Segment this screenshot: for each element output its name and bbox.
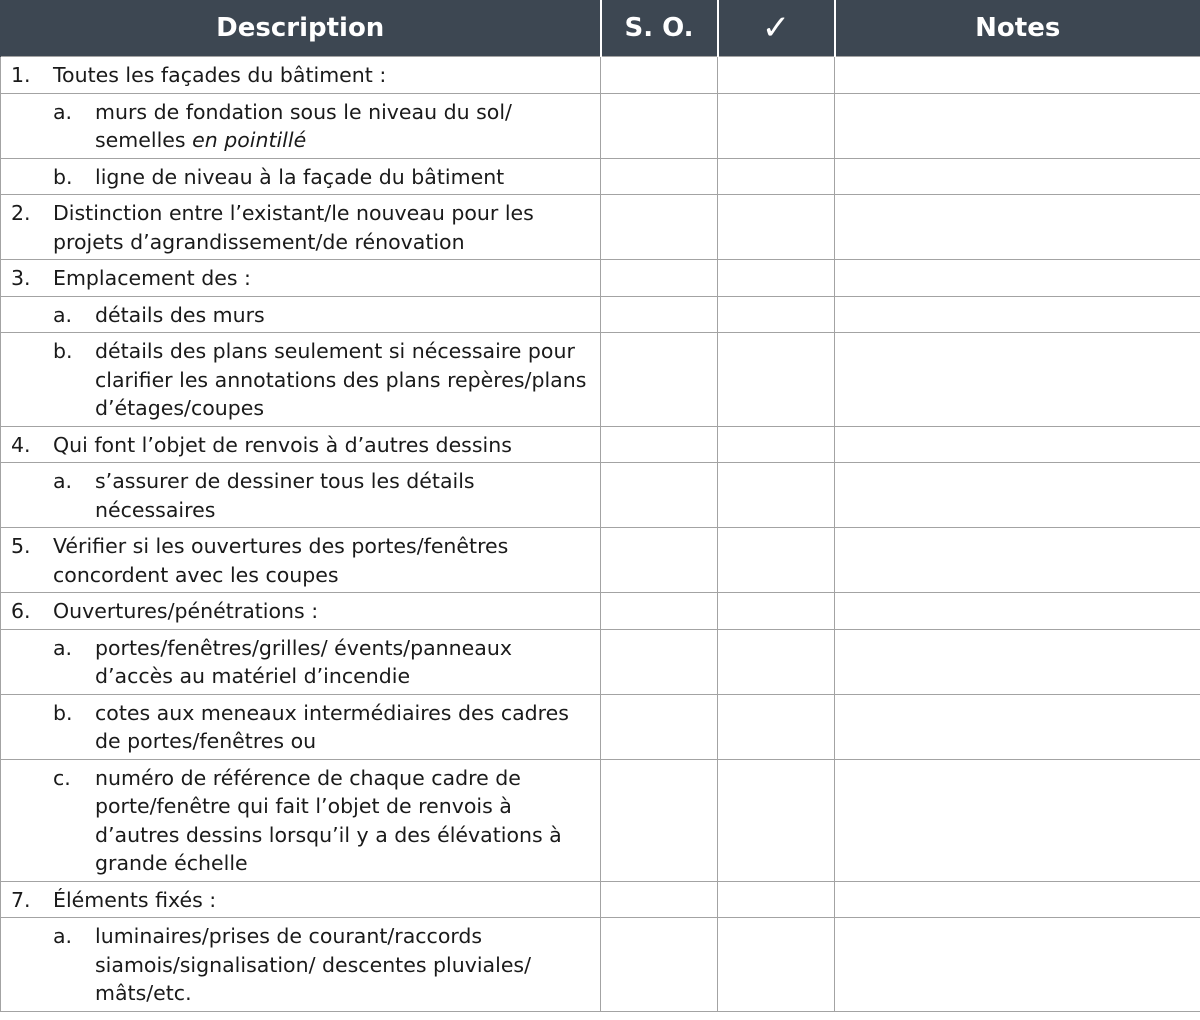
check-cell[interactable] xyxy=(718,57,835,94)
description-cell xyxy=(1,296,601,333)
check-cell[interactable] xyxy=(718,694,835,759)
table-row xyxy=(1,260,1200,297)
check-cell[interactable] xyxy=(718,260,835,297)
table-row xyxy=(1,759,1200,881)
description-cell xyxy=(1,694,601,759)
check-cell[interactable] xyxy=(718,333,835,427)
description-cell xyxy=(1,158,601,195)
check-cell[interactable] xyxy=(718,296,835,333)
table-row xyxy=(1,528,1200,593)
notes-cell[interactable] xyxy=(835,918,1200,1012)
check-cell[interactable] xyxy=(718,93,835,158)
item-text: Qui font l’objet de renvois à d’autres dessins xyxy=(53,432,512,457)
description-cell xyxy=(1,759,601,881)
table-row xyxy=(1,629,1200,694)
notes-cell[interactable] xyxy=(835,57,1200,94)
so-cell[interactable] xyxy=(601,426,718,463)
check-cell[interactable] xyxy=(718,593,835,630)
check-cell[interactable] xyxy=(718,463,835,528)
so-cell[interactable] xyxy=(601,759,718,881)
table-row xyxy=(1,195,1200,260)
description-cell xyxy=(1,57,601,94)
description-cell xyxy=(1,93,601,158)
notes-cell[interactable] xyxy=(835,158,1200,195)
header-notes: Notes xyxy=(835,0,1200,57)
item-letter: a. xyxy=(53,635,73,660)
notes-cell[interactable] xyxy=(835,195,1200,260)
item-text-regular: murs de fondation sous le niveau du sol/ semelles xyxy=(95,99,512,152)
description-cell xyxy=(1,881,601,918)
item-letter: a. xyxy=(53,302,73,327)
header-so: S. O. xyxy=(601,0,718,57)
item-text: s’assurer de dessiner tous les détails nécessaires xyxy=(95,469,475,522)
item-text xyxy=(95,98,590,155)
so-cell[interactable] xyxy=(601,195,718,260)
table-row xyxy=(1,158,1200,195)
so-cell[interactable] xyxy=(601,57,718,94)
table-row xyxy=(1,426,1200,463)
table-row xyxy=(1,93,1200,158)
check-cell[interactable] xyxy=(718,195,835,260)
notes-cell[interactable] xyxy=(835,260,1200,297)
notes-cell[interactable] xyxy=(835,93,1200,158)
item-letter: b. xyxy=(53,700,73,725)
check-cell[interactable] xyxy=(718,158,835,195)
check-cell[interactable] xyxy=(718,528,835,593)
table-row xyxy=(1,593,1200,630)
so-cell[interactable] xyxy=(601,629,718,694)
so-cell[interactable] xyxy=(601,93,718,158)
item-text: Vérifier si les ouvertures des portes/fenêtres concordent avec les coupes xyxy=(53,534,509,587)
so-cell[interactable] xyxy=(601,463,718,528)
item-text: Éléments fixés : xyxy=(53,887,217,912)
item-letter: a. xyxy=(53,924,73,948)
table-row xyxy=(1,918,1200,1012)
so-cell[interactable] xyxy=(601,528,718,593)
notes-cell[interactable] xyxy=(835,296,1200,333)
item-letter: b. xyxy=(53,164,73,189)
check-cell[interactable] xyxy=(718,881,835,918)
item-text: détails des murs xyxy=(95,302,265,327)
notes-cell[interactable] xyxy=(835,528,1200,593)
check-cell[interactable] xyxy=(718,629,835,694)
check-cell[interactable] xyxy=(718,918,835,1012)
table-row xyxy=(1,333,1200,427)
table-row xyxy=(1,881,1200,918)
checkmark-icon: ✓ xyxy=(761,7,791,48)
item-letter: b. xyxy=(53,339,73,363)
item-text: Ouvertures/pénétrations : xyxy=(53,599,319,623)
item-text: détails des plans seulement si nécessaire pour clarifier les annotations des plans repères/plans d’étages/coupes xyxy=(95,339,587,420)
item-text: cotes aux meneaux intermédiaires des cadres de portes/fenêtres ou xyxy=(95,700,569,753)
item-number: 1. xyxy=(11,63,31,87)
table-row xyxy=(1,463,1200,528)
description-cell xyxy=(1,629,601,694)
item-number: 5. xyxy=(11,534,31,558)
check-cell[interactable] xyxy=(718,426,835,463)
item-number: 7. xyxy=(11,887,31,912)
notes-cell[interactable] xyxy=(835,333,1200,427)
so-cell[interactable] xyxy=(601,918,718,1012)
description-cell xyxy=(1,260,601,297)
item-text: Toutes les façades du bâtiment : xyxy=(53,63,387,87)
header-row xyxy=(1,0,1200,57)
description-cell xyxy=(1,918,601,1012)
so-cell[interactable] xyxy=(601,333,718,427)
item-number: 3. xyxy=(11,266,31,290)
so-cell[interactable] xyxy=(601,881,718,918)
item-number: 4. xyxy=(11,432,31,457)
table-row xyxy=(1,296,1200,333)
description-cell xyxy=(1,195,601,260)
check-cell[interactable] xyxy=(718,759,835,881)
table-row xyxy=(1,694,1200,759)
description-cell xyxy=(1,333,601,427)
item-text: Emplacement des : xyxy=(53,266,251,290)
table-row xyxy=(1,57,1200,94)
so-cell[interactable] xyxy=(601,694,718,759)
header-check xyxy=(718,0,835,57)
notes-cell[interactable] xyxy=(835,881,1200,918)
header-description: Description xyxy=(1,0,601,57)
item-text: numéro de référence de chaque cadre de porte/fenêtre qui fait l’objet de renvois à d’autres dessins lorsqu’il y a des élévations à grande échelle xyxy=(95,765,562,875)
notes-cell[interactable] xyxy=(835,426,1200,463)
item-letter: a. xyxy=(53,99,73,124)
item-text: luminaires/prises de courant/raccords siamois/signalisation/ descentes pluviales/ mâts/etc. xyxy=(95,924,532,1005)
item-text-italic: en pointillé xyxy=(192,128,307,152)
so-cell[interactable] xyxy=(601,296,718,333)
so-cell[interactable] xyxy=(601,260,718,297)
item-text: ligne de niveau à la façade du bâtiment xyxy=(95,164,505,189)
item-text: Distinction entre l’existant/le nouveau pour les projets d’agrandissement/de rénovation xyxy=(53,201,534,254)
description-cell xyxy=(1,426,601,463)
description-cell xyxy=(1,593,601,630)
item-text: portes/fenêtres/grilles/ évents/panneaux d’accès au matériel d’incendie xyxy=(95,635,512,688)
item-letter: c. xyxy=(53,765,71,790)
notes-cell[interactable] xyxy=(835,694,1200,759)
so-cell[interactable] xyxy=(601,593,718,630)
notes-cell[interactable] xyxy=(835,629,1200,694)
item-letter: a. xyxy=(53,469,73,493)
notes-cell[interactable] xyxy=(835,463,1200,528)
notes-cell[interactable] xyxy=(835,593,1200,630)
item-number: 2. xyxy=(11,201,31,225)
so-cell[interactable] xyxy=(601,158,718,195)
description-cell xyxy=(1,463,601,528)
item-number: 6. xyxy=(11,599,31,623)
description-cell xyxy=(1,528,601,593)
notes-cell[interactable] xyxy=(835,759,1200,881)
